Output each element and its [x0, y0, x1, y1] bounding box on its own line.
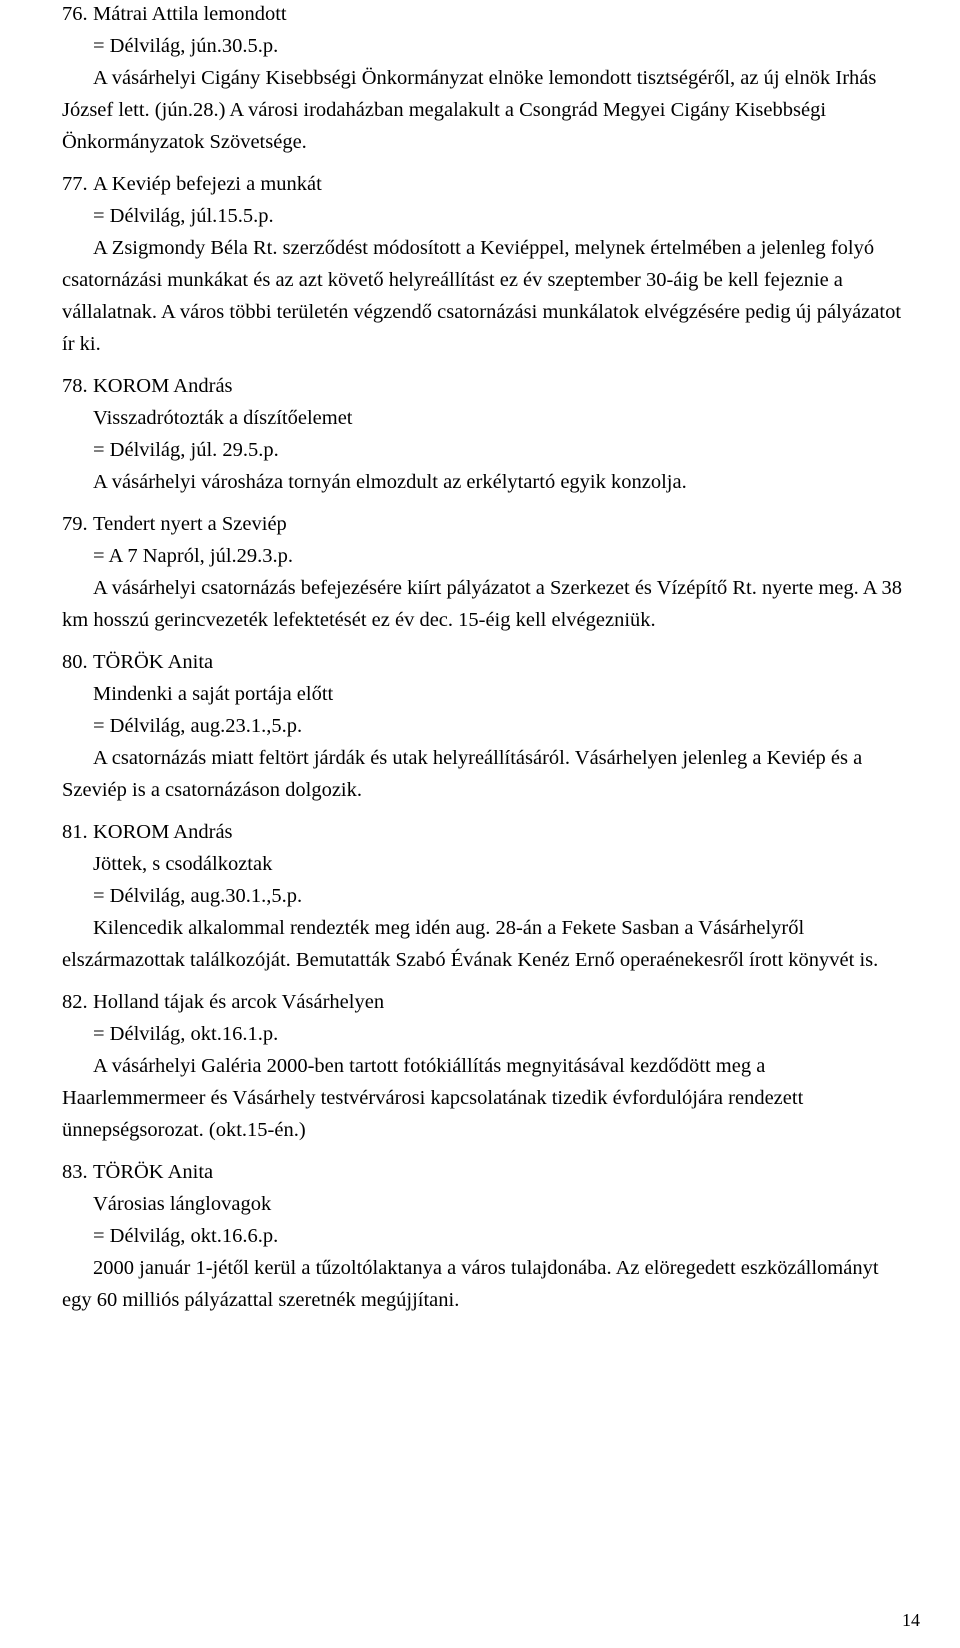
entry-heading: A Keviép befejezi a munkát — [93, 173, 322, 195]
entry-heading: Mátrai Attila lemondott — [93, 3, 287, 25]
entry-summary: A vásárhelyi csatornázás befejezésére kiírt pályázatot a Szerkezet és Vízépítő Rt. nyerte meg. A 38 km hosszú gerincvezeték lefektetését ez év dec. 15-éig kell elvégezniük. — [62, 577, 903, 631]
entry-heading: TÖRÖK Anita — [93, 651, 214, 673]
entry-source: = Délvilág, okt.16.1.p. — [93, 1023, 279, 1045]
entry-heading: TÖRÖK Anita — [93, 1161, 214, 1183]
entry — [62, 816, 912, 976]
entry-heading: Holland tájak és arcok Vásárhelyen — [93, 991, 385, 1013]
entry-source: = Délvilág, aug.30.1.,5.p. — [93, 885, 303, 907]
entry-title: Jöttek, s csodálkoztak — [93, 853, 273, 875]
entry-summary: A vásárhelyi Cigány Kisebbségi Önkormányzat elnöke lemondott tisztségéről, az új elnök Irhás József lett. (jún.28.) A városi irodaházban megalakult a Csongrád Megyei Cigány Kisebbségi Önkormányzatok Szövetsége. — [62, 67, 877, 153]
entry — [62, 168, 912, 360]
entry-source: = A 7 Napról, júl.29.3.p. — [93, 545, 294, 567]
entry — [62, 986, 912, 1146]
entry-heading: KOROM András — [93, 821, 233, 843]
entry — [62, 370, 912, 498]
entry-summary: A Zsigmondy Béla Rt. szerződést módosított a Keviéppel, melynek értelmében a jelenleg folyó csatornázási munkákat és az azt követő helyreállítást ez év szeptember 30-áig be kell fejeznie a vállalatnak. A város többi területén végzendő csatornázási munkálatok elvégzésére pedig új pályázatot ír ki. — [62, 237, 902, 355]
entry-number: 78. — [62, 375, 88, 397]
entry-source: = Délvilág, jún.30.5.p. — [93, 35, 279, 57]
entry-heading: KOROM András — [93, 375, 233, 397]
entry-number: 76. — [62, 3, 88, 25]
entry — [62, 646, 912, 806]
entry-title: Városias lánglovagok — [93, 1193, 272, 1215]
entry-source: = Délvilág, júl.15.5.p. — [93, 205, 274, 227]
entry-number: 83. — [62, 1161, 88, 1183]
entry — [62, 0, 912, 158]
entry-number: 81. — [62, 821, 88, 843]
entry-summary: A vásárhelyi Galéria 2000-ben tartott fotókiállítás megnyitásával kezdődött meg a Haarlemmermeer és Vásárhely testvérvárosi kapcsolatának tizedik évfordulójára rendezett ünnepségsorozat. (okt.15-én.) — [62, 1055, 804, 1141]
entry-summary: Kilencedik alkalommal rendezték meg idén aug. 28-án a Fekete Sasban a Vásárhelyről elszármazottak találkozóját. Bemutatták Szabó Évának Kenéz Ernő operaénekesről írott könyvét is. — [62, 917, 879, 971]
page-number: 14 — [902, 1610, 920, 1630]
entry-number: 80. — [62, 651, 88, 673]
entry-source: = Délvilág, júl. 29.5.p. — [93, 439, 279, 461]
entry-number: 79. — [62, 513, 88, 535]
entry-title: Visszadrótozták a díszítőelemet — [93, 407, 353, 429]
entry-source: = Délvilág, aug.23.1.,5.p. — [93, 715, 303, 737]
entry-number: 82. — [62, 991, 88, 1013]
entry-title: Mindenki a saját portája előtt — [93, 683, 334, 705]
entry-summary: 2000 január 1-jétől kerül a tűzoltólaktanya a város tulajdonába. Az elöregedett eszközállományt egy 60 milliós pályázattal szeretnék megújjítani. — [62, 1257, 879, 1311]
entry-heading: Tendert nyert a Szeviép — [93, 513, 287, 535]
entry-number: 77. — [62, 173, 88, 195]
entry — [62, 508, 912, 636]
entry-source: = Délvilág, okt.16.6.p. — [93, 1225, 279, 1247]
entry — [62, 1156, 912, 1316]
entry-list — [62, 0, 912, 1326]
entry-summary: A csatornázás miatt feltört járdák és utak helyreállításáról. Vásárhelyen jelenleg a Keviép és a Szeviép is a csatornázáson dolgozik. — [62, 747, 863, 801]
entry-summary: A vásárhelyi városháza tornyán elmozdult az erkélytartó egyik konzolja. — [93, 471, 687, 493]
